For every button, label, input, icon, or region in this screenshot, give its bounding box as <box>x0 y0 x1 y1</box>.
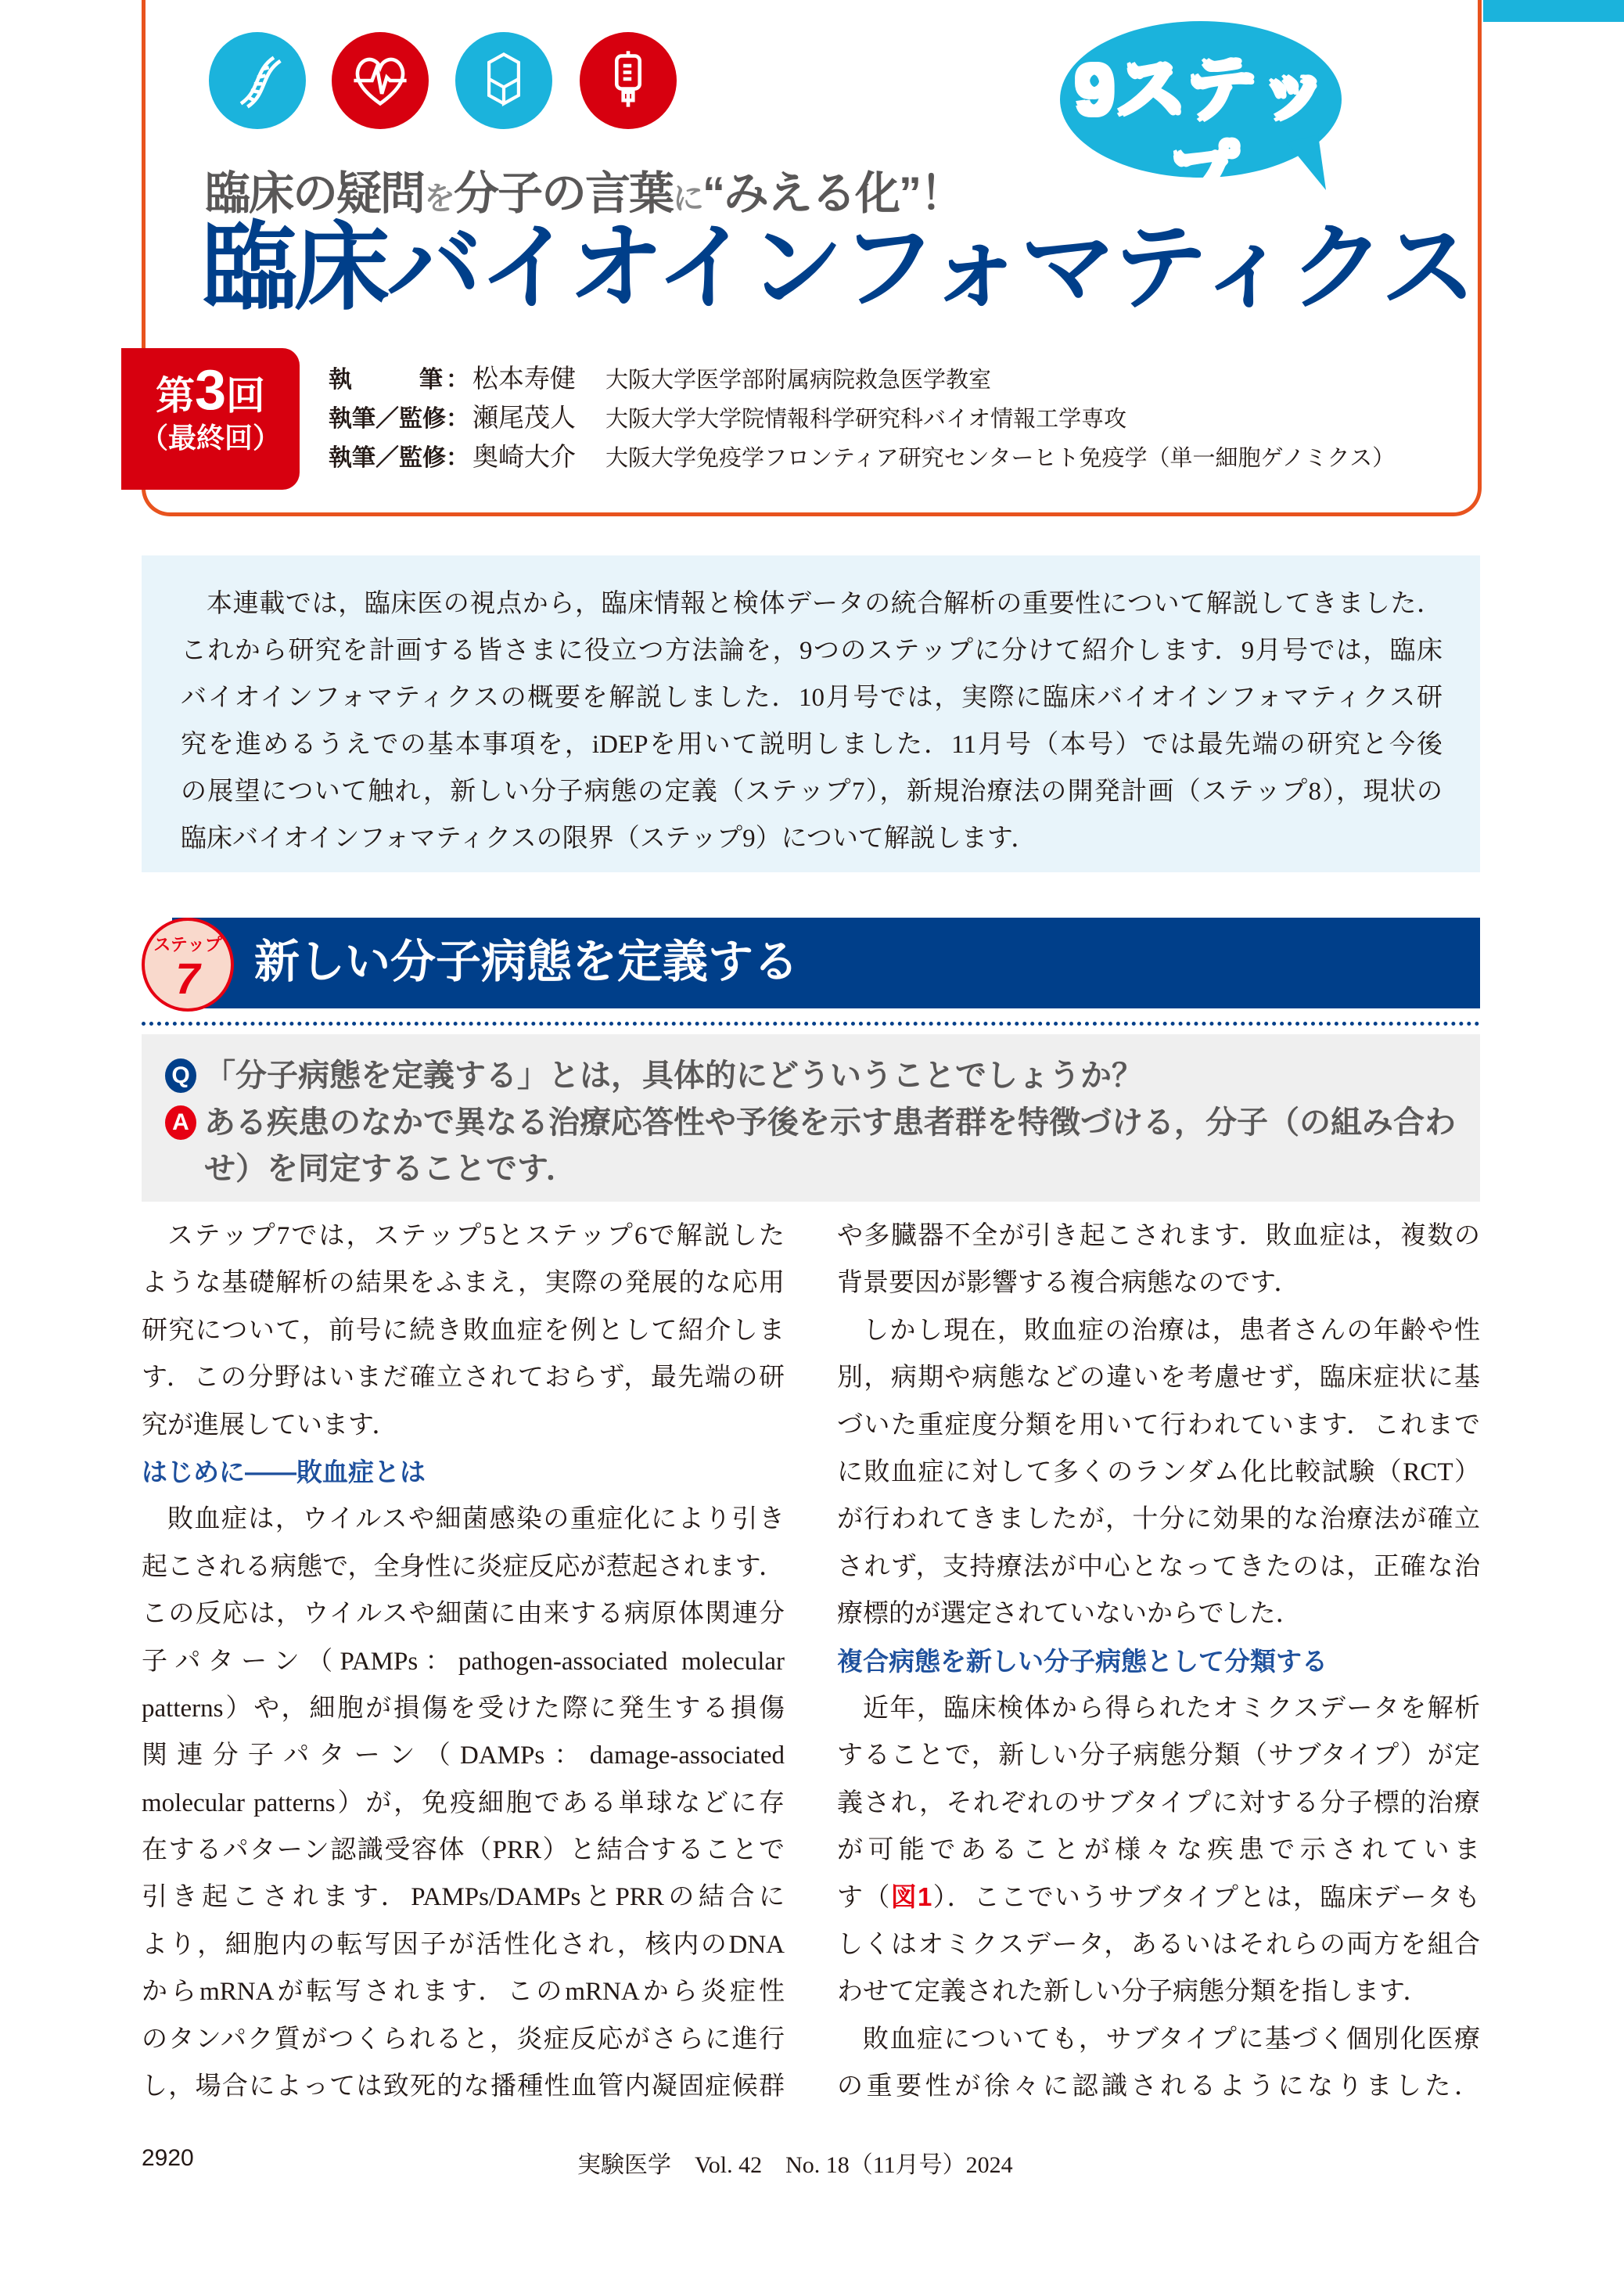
dna-icon <box>209 32 306 129</box>
issue-number: 第3回 <box>155 359 266 422</box>
heart-pulse-icon <box>332 32 429 129</box>
dotted-divider <box>142 1022 1480 1026</box>
author-line <box>329 402 1126 435</box>
author-name: 松本寿健 <box>472 364 576 393</box>
subtitle-part: “みえる化”！ <box>702 168 965 219</box>
intro-line: これから研究を計画する皆さまに役立つ方法論を，9つのステップに分けて紹介します．9月号では，臨床 <box>181 637 1443 665</box>
subtitle-part: 臨床の疑問 <box>205 168 425 219</box>
body-line: 起こされる病態で，全身性に炎症反応が惹起されます． <box>142 1552 785 1581</box>
body-line: からmRNAが転写されます．このmRNAから炎症性 <box>142 1978 785 2007</box>
author-line <box>329 363 991 396</box>
a-icon: A <box>165 1105 196 1140</box>
body-line: 背景要因が影響する複合病態なのです． <box>837 1269 1300 1298</box>
author-line <box>329 441 1395 474</box>
step-title: 新しい分子病態を定義する <box>254 936 799 987</box>
body-line: 在するパターン認識受容体（PRR）と結合することで <box>142 1836 785 1865</box>
step-badge <box>142 918 234 1012</box>
body-line: 義され，それぞれのサブタイプに対する分子標的治療 <box>837 1788 1480 1817</box>
author-role: 執筆 <box>329 367 443 393</box>
steps-text: ステップ <box>1115 50 1330 216</box>
author-affiliation: 大阪大学医学部附属病院救急医学教室 <box>605 368 992 393</box>
intro-line: の展望について触れ，新しい分子病態の定義（ステップ7），新規治療法の開発計画（ステップ8），現状の <box>181 778 1443 806</box>
body-line: ステップ7では，ステップ5とステップ6で解説した <box>167 1222 785 1250</box>
iv-bag-icon <box>580 32 677 129</box>
body-line: が可能であることが様々な疾患で示されていま <box>837 1836 1480 1865</box>
body-line: が行われてきましたが，十分に効果的な治療法が確立 <box>837 1505 1480 1534</box>
body-line: 敗血症は，ウイルスや細菌感染の重症化により引き <box>167 1505 785 1534</box>
question-text: 「分子病態を定義する」とは，具体的にどういうことでしょうか？ <box>204 1058 1143 1093</box>
body-line: されず，支持療法が中心となってきたのは，正確な治 <box>837 1552 1480 1581</box>
molecule-hexagon-icon <box>455 32 552 129</box>
answer-text: ある疾患のなかで異なる治療応答性や予後を示す患者群を特徴づける，分子（の組み合わ <box>204 1105 1456 1140</box>
body-line: 子パターン（PAMPs：pathogen-associated molecular <box>142 1647 785 1676</box>
q-icon: Q <box>165 1058 196 1093</box>
colon: ： <box>446 406 469 432</box>
body-line: より，細胞内の転写因子が活性化され，核内のDNA <box>142 1930 785 1959</box>
answer <box>165 1100 1456 1145</box>
body-line: や多臓器不全が引き起こされます．敗血症は，複数の <box>837 1222 1480 1250</box>
text-segment: ）．ここでいうサブタイプとは，臨床データも <box>932 1884 1481 1913</box>
body-line: しくはオミクスデータ，あるいはそれらの両方を組合 <box>837 1930 1480 1959</box>
author-affiliation: 大阪大学大学院情報科学研究科バイオ情報工学専攻 <box>605 407 1127 432</box>
author-role: 執筆／監修 <box>329 445 446 471</box>
final-issue-label: （最終回） <box>139 422 281 454</box>
right-column <box>837 1213 1480 2110</box>
body-line: し，場合によっては致死的な播種性血管内凝固症候群 <box>142 2072 785 2101</box>
section-heading: 複合病態を新しい分子病態として分類する <box>837 1646 1328 1676</box>
steps-number: 9 <box>1074 50 1115 130</box>
author-role: 執筆／監修 <box>329 406 446 432</box>
body-line <box>837 1874 1480 1921</box>
body-line: molecular patterns）が，免疫細胞である単球などに存 <box>142 1788 785 1817</box>
page-number: 2920 <box>142 2145 194 2171</box>
subtitle-part: を <box>424 181 455 216</box>
body-line: patterns）や，細胞が損傷を受けた際に発生する損傷 <box>142 1694 785 1723</box>
body-line: わせて定義された新しい分子病態分類を指します． <box>837 1978 1429 2007</box>
intro-line: 臨床バイオインフォマティクスの限界（ステップ9）について解説します． <box>181 825 1037 853</box>
body-line: に敗血症に対して多くのランダム化比較試験（RCT） <box>837 1457 1480 1486</box>
author-name: 瀬尾茂人 <box>472 403 576 432</box>
nine-steps-label <box>1052 47 1352 219</box>
answer-cont: せ）を同定することです． <box>204 1152 577 1186</box>
body-line: 引き起こされます．PAMPs/DAMPsとPRRの結合に <box>142 1883 785 1912</box>
author-name: 奥崎大介 <box>472 442 576 471</box>
left-column <box>142 1213 785 2110</box>
body-line: のタンパク質がつくられると，炎症反応がさらに進行 <box>142 2025 785 2054</box>
body-line: す．この分野はいまだ確立されておらず，最先端の研 <box>142 1364 785 1393</box>
body-line: 敗血症についても，サブタイプに基づく個別化医療 <box>863 2025 1480 2054</box>
body-line: の重要性が徐々に認識されるようになりました． <box>837 2072 1480 2101</box>
body-line: しかし現在，敗血症の治療は，患者さんの年齢や性 <box>863 1316 1480 1345</box>
colon: ： <box>446 445 469 471</box>
colon: ： <box>446 367 469 393</box>
subtitle-part: 分子の言葉 <box>454 168 674 219</box>
figure-reference[interactable]: 図1 <box>890 1882 932 1912</box>
intro-box <box>142 555 1480 872</box>
author-affiliation: 大阪大学免疫学フロンティア研究センターヒト免疫学（単一細胞ゲノミクス） <box>605 446 1396 471</box>
body-line: することで，新しい分子病態分類（サブタイプ）が定 <box>837 1741 1480 1770</box>
text-segment: す（ <box>837 1884 891 1913</box>
section-heading: はじめに――敗血症とは <box>142 1457 426 1486</box>
body-line: づいた重症度分類を用いて行われています．これまで <box>837 1411 1480 1439</box>
subtitle-part: に <box>673 181 703 216</box>
body-line: 究が進展しています． <box>142 1411 398 1439</box>
corner-tab <box>1483 0 1624 22</box>
qa-box <box>142 1034 1480 1202</box>
issue-badge <box>121 348 300 490</box>
body-line: この反応は，ウイルスや細菌に由来する病原体関連分 <box>142 1600 785 1629</box>
body-line: 療標的が選定されていないからでした． <box>837 1600 1302 1629</box>
body-line: 近年，臨床検体から得られたオミクスデータを解析 <box>863 1694 1480 1723</box>
question <box>165 1053 1143 1098</box>
series-title: 臨床バイオインフォマティクス <box>202 214 1474 321</box>
intro-line: 究を進めるうえでの基本事項を，iDEPを用いて説明しました．11月号（本号）では最先端の研究と今後 <box>181 731 1443 759</box>
body-line: 関連分子パターン（DAMPs：damage-associated <box>142 1741 785 1770</box>
step-number: 7 <box>175 954 200 1003</box>
body-line: 別，病期や病態などの違いを考慮せず，臨床症状に基 <box>837 1364 1480 1393</box>
step-label: ステップ <box>153 935 222 954</box>
journal-citation: 実験医学 Vol. 42 No. 18（11月号）2024 <box>577 2152 1013 2178</box>
body-line: 研究について，前号に続き敗血症を例として紹介しま <box>142 1316 785 1345</box>
body-line: ような基礎解析の結果をふまえ，実際の発展的な応用 <box>142 1269 785 1298</box>
intro-line: 本連載では，臨床医の視点から，臨床情報と検体データの統合解析の重要性について解説してきました． <box>207 590 1443 618</box>
intro-line: バイオインフォマティクスの概要を解説しました．10月号では，実際に臨床バイオインフォマティクス研 <box>181 684 1443 712</box>
